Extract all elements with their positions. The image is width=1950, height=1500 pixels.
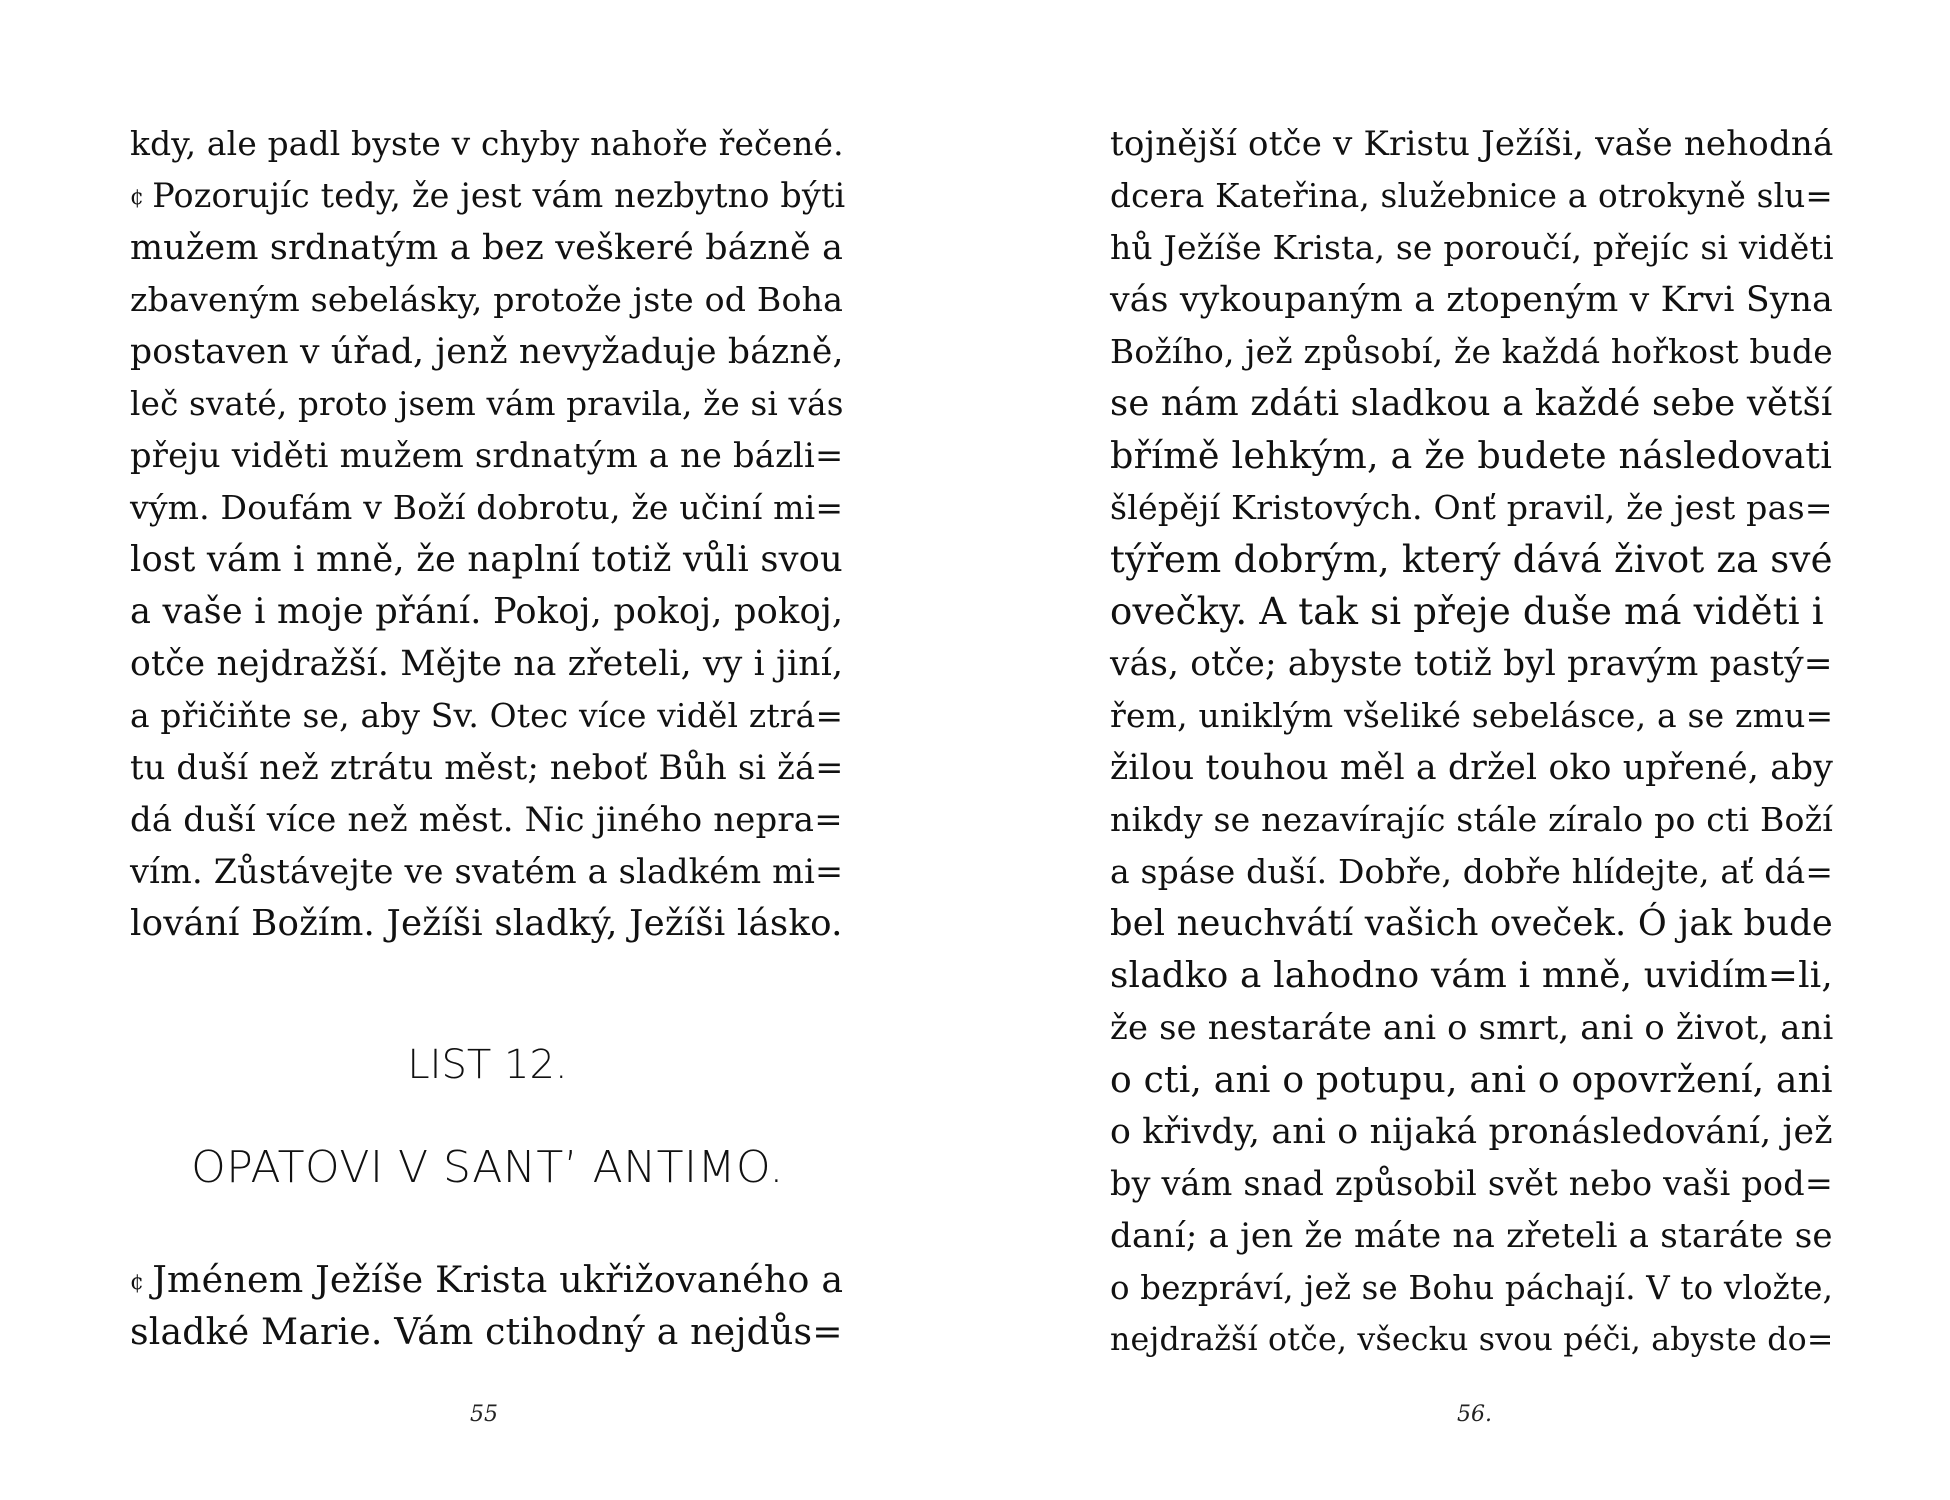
text-line: vím. Zůstávejte ve svatém a sladkém mi= (130, 852, 844, 891)
text-line: lování Božím. Ježíši sladký, Ježíši lásko. (130, 903, 843, 944)
text-line: vás, otče; abyste totiž byl pravým pastý= (1110, 644, 1833, 684)
text-line: žilou touhou měl a držel oko upřené, aby (1110, 748, 1834, 788)
letter-title-heading: OPATOVI V SANT’ ANTIMO. (191, 1142, 784, 1193)
text-line: a spáse duší. Dobře, dobře hlídejte, ať dá= (1110, 852, 1834, 891)
text-line: dcera Kateřina, služebnice a otrokyně slu= (1110, 177, 1833, 215)
letter-number-heading: LIST 12. (407, 1042, 568, 1088)
text-line (130, 1254, 850, 1309)
paragraph-mark: ¢ (130, 1270, 145, 1295)
text-line: kdy, ale padl byste v chyby nahoře řečené. (130, 125, 844, 163)
text-line: nikdy se nezavírajíc stále zíralo po cti Boží (1110, 800, 1834, 839)
text-line: o křivdy, ani o nijaká pronásledování, jež (1110, 1112, 1833, 1152)
text-line: by vám snad způsobil svět nebo vaši pod= (1110, 1164, 1834, 1203)
text-line: že se nestaráte ani o smrt, ani o život, ani (1110, 1008, 1834, 1047)
text-line: daní; a jen že máte na zřeteli a staráte se (1110, 1216, 1833, 1256)
text-line: vás vykoupaným a ztopeným v Krvi Syna (1110, 280, 1833, 320)
text-line: břímě lehkým, a že budete následovati (1110, 434, 1833, 477)
text-line: přeju viděti mužem srdnatým a ne bázli= (130, 436, 844, 475)
right-page (975, 0, 1950, 1500)
text-line: tu duší než ztrátu měst; neboť Bůh si žá= (130, 748, 844, 787)
text-line: dá duší více než měst. Nic jiného nepra= (130, 800, 843, 839)
text-line: Božího, jež způsobí, že každá hořkost bude (1110, 332, 1833, 371)
text-line: postaven v úřad, jenž nevyžaduje bázně, (130, 332, 844, 372)
text-line: bel neuchvátí vašich oveček. Ó jak bude (1110, 903, 1833, 944)
text-line: a vaše i moje přání. Pokoj, pokoj, pokoj, (130, 591, 844, 632)
paragraph-mark: ¢ (130, 185, 145, 210)
text-line-content: Pozorujíc tedy, že jest vám nezbytno býti (152, 176, 846, 215)
text-line-content: Jménem Ježíše Krista ukřižovaného a (152, 1258, 844, 1301)
text-line: ovečky. A tak si přeje duše má viděti i (1110, 590, 1824, 633)
text-line: tojnější otče v Kristu Ježíši, vaše nehodná (1110, 124, 1834, 164)
text-line: mužem srdnatým a bez veškeré bázně a (130, 228, 844, 268)
text-line: nejdražší otče, všecku svou péči, abyste do= (1110, 1322, 1834, 1358)
text-line: otče nejdražší. Mějte na zřeteli, vy i jiní, (130, 644, 844, 684)
text-line: sladké Marie. Vám ctihodný a nejdůs= (130, 1310, 843, 1353)
page-number: 56. (1457, 1402, 1492, 1427)
text-line: vým. Doufám v Boží dobrotu, že učiní mi= (130, 488, 844, 527)
text-line: leč svaté, proto jsem vám pravila, že si vás (130, 385, 844, 423)
text-line: šlépějí Kristových. Onť pravil, že jest pas= (1110, 488, 1833, 527)
text-line: hů Ježíše Krista, se poroučí, přejíc si viděti (1110, 228, 1834, 267)
text-line: zbaveným sebelásky, protože jste od Boha (130, 280, 844, 319)
text-line (130, 170, 850, 224)
text-line: o bezpráví, jež se Bohu páchají. V to vložte, (1110, 1269, 1834, 1307)
text-line: a přičiňte se, aby Sv. Otec více viděl ztrá= (130, 697, 844, 735)
text-line: řem, uniklým všeliké sebelásce, a se zmu= (1110, 696, 1834, 735)
text-line: se nám zdáti sladkou a každé sebe větší (1110, 383, 1833, 424)
text-line: sladko a lahodno vám i mně, uvidím=li, (1110, 955, 1833, 996)
text-line: týřem dobrým, který dává život za své (1110, 538, 1833, 581)
text-line: o cti, ani o potupu, ani o opovržení, ani (1110, 1059, 1833, 1101)
text-line: lost vám i mně, že naplní totiž vůli svou (130, 539, 843, 580)
page-number: 55 (470, 1402, 498, 1427)
